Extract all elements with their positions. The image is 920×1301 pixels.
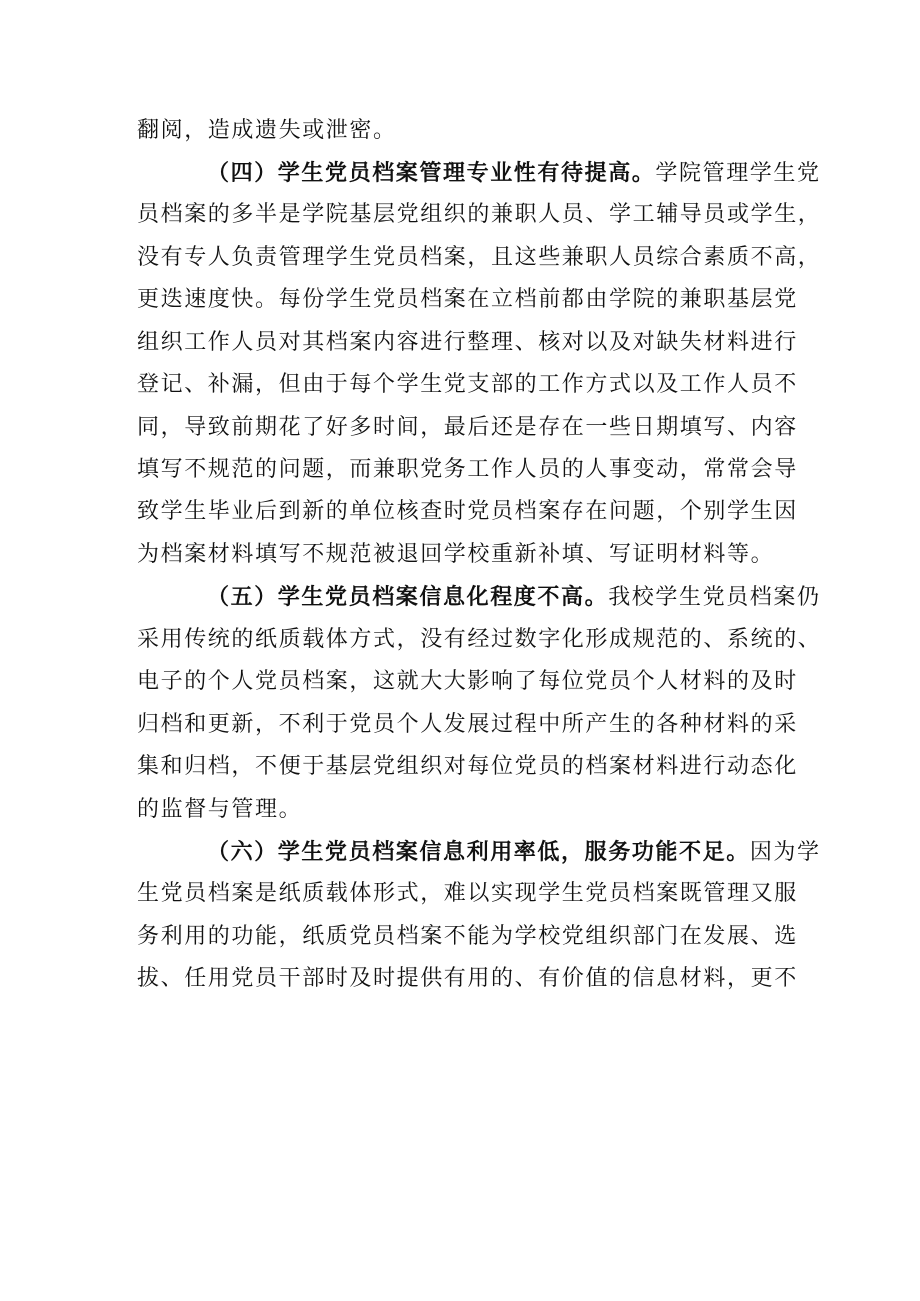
paragraph-line: 没有专人负责管理学生党员档案，且这些兼职人员综合素质不高， <box>137 245 822 270</box>
section-heading: （四）学生党员档案管理专业性有待提高。 <box>207 160 656 186</box>
paragraph-first-line <box>207 837 821 868</box>
section-heading: （五）学生党员档案信息化程度不高。 <box>207 584 609 610</box>
paragraph-line: 为档案材料填写不规范被退回学校重新补填、写证明材料等。 <box>137 542 775 567</box>
paragraph-first-line <box>207 158 821 189</box>
paragraph-line: 同，导致前期花了好多时间，最后还是存在一些日期填写、内容 <box>137 415 798 440</box>
paragraph-text: 因为学 <box>749 840 821 865</box>
paragraph-line: 填写不规范的问题，而兼职党务工作人员的人事变动，常常会导 <box>137 457 798 482</box>
paragraph-text: 学院管理学生党 <box>655 161 821 186</box>
paragraph-line: 务利用的功能，纸质党员档案不能为学校党组织部门在发展、选 <box>137 924 798 949</box>
paragraph-line: 集和归档，不便于基层党组织对每位党员的档案材料进行动态化 <box>137 754 798 779</box>
paragraph-line: 翻阅，造成遗失或泄密。 <box>137 118 397 143</box>
paragraph-line: 组织工作人员对其档案内容进行整理、核对以及对缺失材料进行 <box>137 330 798 355</box>
paragraph-text: 我校学生党员档案仍 <box>608 585 821 610</box>
paragraph-line: 归档和更新，不利于党员个人发展过程中所产生的各种材料的采 <box>137 712 798 737</box>
paragraph-line: 采用传统的纸质载体方式，没有经过数字化形成规范的、系统的、 <box>137 627 822 652</box>
section-heading: （六）学生党员档案信息利用率低，服务功能不足。 <box>207 839 750 865</box>
paragraph-line: 更迭速度快。每份学生党员档案在立档前都由学院的兼职基层党 <box>137 287 798 312</box>
paragraph-line: 生党员档案是纸质载体形式，难以实现学生党员档案既管理又服 <box>137 881 798 906</box>
paragraph-line: 登记、补漏，但由于每个学生党支部的工作方式以及工作人员不 <box>137 372 798 397</box>
paragraph-line: 的监督与管理。 <box>137 797 303 822</box>
paragraph-line: 致学生毕业后到新的单位核查时党员档案存在问题，个别学生因 <box>137 499 798 524</box>
paragraph-line: 员档案的多半是学院基层党组织的兼职人员、学工辅导员或学生， <box>137 202 822 227</box>
paragraph-first-line <box>207 582 821 613</box>
paragraph-line: 电子的个人党员档案，这就大大影响了每位党员个人材料的及时 <box>137 669 798 694</box>
paragraph-line: 拔、任用党员干部时及时提供有用的、有价值的信息材料，更不 <box>137 966 798 991</box>
